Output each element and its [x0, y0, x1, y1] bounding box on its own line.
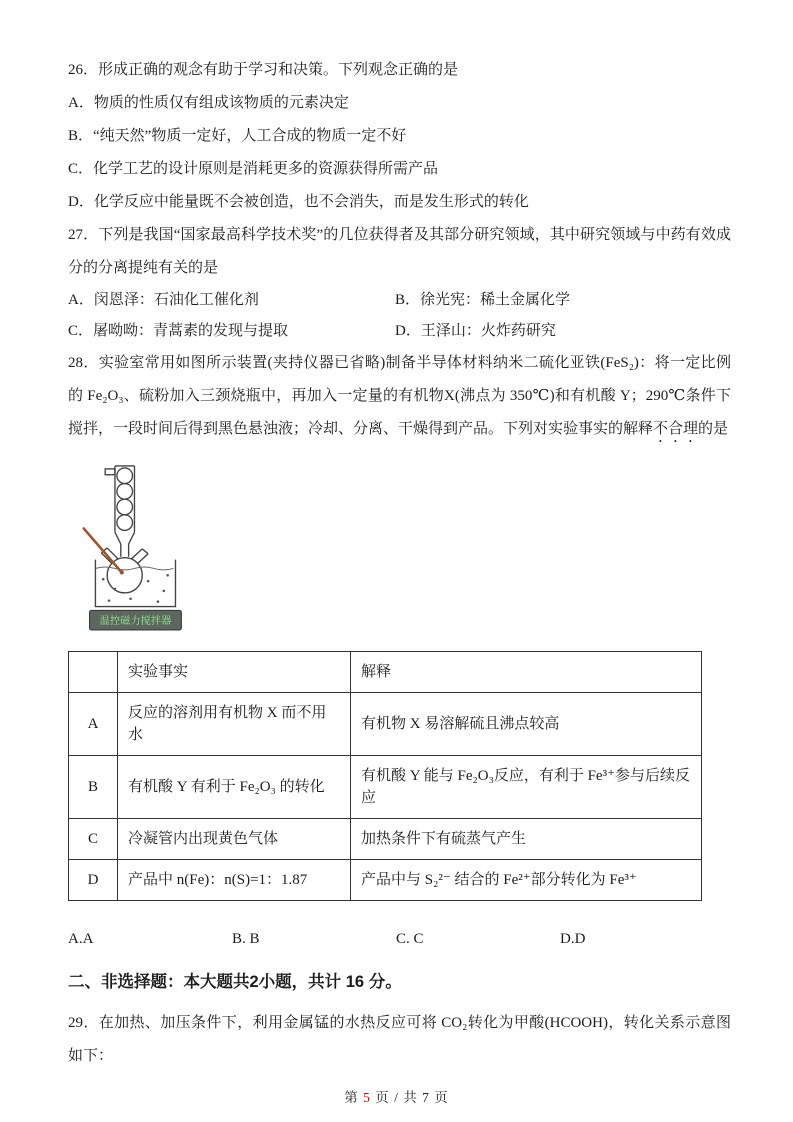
question-27-option-b: B．徐光宪：稀土金属化学	[395, 292, 571, 308]
stirrer-label: 温控磁力搅拌器	[99, 616, 172, 628]
header-fact: 实验事实	[118, 652, 351, 693]
question-28-stem-text: 28．实验室常用如图所示装置(夹持仪器已省略)制备半导体材料纳米二硫化亚铁(FeS₂)：将一定比例的 Fe₂O₃、硫粉加入三颈烧瓶中，再加入一定量的有机物X(沸点为 350℃)和有机酸 Y；290℃条件下搅拌，一段时间后得到黑色悬浊液；冷却、分离、干燥得到产品。下列对实验事实的解释	[68, 355, 731, 437]
row-a-fact: 反应的溶剂用有机物 X 而不用水	[118, 693, 351, 756]
table-row	[69, 693, 702, 756]
row-d-fact: 产品中 n(Fe)：n(S)=1：1.87	[118, 860, 351, 901]
condenser	[105, 466, 134, 557]
row-d-key: D	[69, 860, 118, 901]
question-29	[68, 1007, 731, 1073]
footer-page-number: 5	[363, 1090, 371, 1105]
question-28-stem	[68, 347, 731, 446]
row-a-key: A	[69, 693, 118, 756]
row-c-explanation: 加热条件下有硫蒸气产生	[351, 819, 702, 860]
section-2-title: 二、非选择题：本大题共2小题，共计 16 分。	[68, 973, 402, 991]
apparatus-diagram	[72, 456, 277, 636]
question-26	[68, 54, 731, 219]
footer-label-page: 第	[344, 1090, 359, 1105]
apparatus-figure	[72, 456, 731, 641]
answer-choice-d: D.D	[560, 931, 586, 947]
question-26-option-a: A．物质的性质仅有组成该物质的元素决定	[68, 95, 349, 111]
question-27	[68, 219, 731, 347]
question-26-option-d: D．化学反应中能量既不会被创造，也不会消失，而是发生形式的转化	[68, 194, 529, 210]
question-27-options	[68, 285, 731, 347]
magnetic-stirrer	[90, 610, 182, 630]
footer-label-end: 页	[434, 1090, 449, 1105]
q28-table	[68, 651, 702, 901]
row-b-fact: 有机酸 Y 有利于 Fe₂O₃ 的转化	[118, 756, 351, 819]
question-28-answer-row	[68, 927, 731, 951]
row-d-explanation: 产品中与 S₂²⁻ 结合的 Fe²⁺部分转化为 Fe³⁺	[351, 860, 702, 901]
question-26-option-c: C．化学工艺的设计原则是消耗更多的资源获得所需产品	[68, 161, 439, 177]
question-26-stem: 26．形成正确的观念有助于学习和决策。下列观念正确的是	[68, 62, 459, 78]
header-explanation: 解释	[351, 652, 702, 693]
table-row	[69, 860, 702, 901]
row-c-key: C	[69, 819, 118, 860]
row-c-fact: 冷凝管内出现黄色气体	[118, 819, 351, 860]
table-header-row	[69, 652, 702, 693]
question-27-option-c: C．屠呦呦：青蒿素的发现与提取	[68, 323, 289, 339]
footer-total-pages: 7	[422, 1090, 430, 1105]
footer-label-mid: 页 / 共	[375, 1090, 418, 1105]
table-row	[69, 756, 702, 819]
page-footer	[0, 1086, 793, 1106]
header-empty-cell	[69, 652, 118, 693]
answer-choice-b: B. B	[232, 931, 260, 947]
question-27-option-d: D．王泽山：火炸药研究	[395, 323, 556, 339]
question-28	[68, 347, 731, 951]
question-27-stem: 27．下列是我国“国家最高科学技术奖”的几位获得者及其部分研究领域，其中研究领域与中药有效成分的分离提纯有关的是	[68, 227, 731, 276]
row-a-explanation: 有机物 X 易溶解硫且沸点较高	[351, 693, 702, 756]
question-28-stem-tail: 的是	[698, 421, 729, 437]
row-b-explanation: 有机酸 Y 能与 Fe₂O₃反应，有利于 Fe³⁺参与后续反应	[351, 756, 702, 819]
row-b-key: B	[69, 756, 118, 819]
answer-choice-a: A.A	[68, 931, 94, 947]
question-27-option-a: A．闵恩泽：石油化工催化剂	[68, 292, 259, 308]
question-26-option-b: B．“纯天然”物质一定好，人工合成的物质一定不好	[68, 128, 407, 144]
thermometer	[84, 528, 124, 574]
question-28-stem-emphasis: 不合理	[653, 421, 699, 437]
question-29-stem: 29．在加热、加压条件下，利用金属锰的水热反应可将 CO₂转化为甲酸(HCOOH)，转化关系示意图如下：	[68, 1015, 731, 1064]
answer-choice-c: C. C	[396, 931, 424, 947]
table-row	[69, 819, 702, 860]
